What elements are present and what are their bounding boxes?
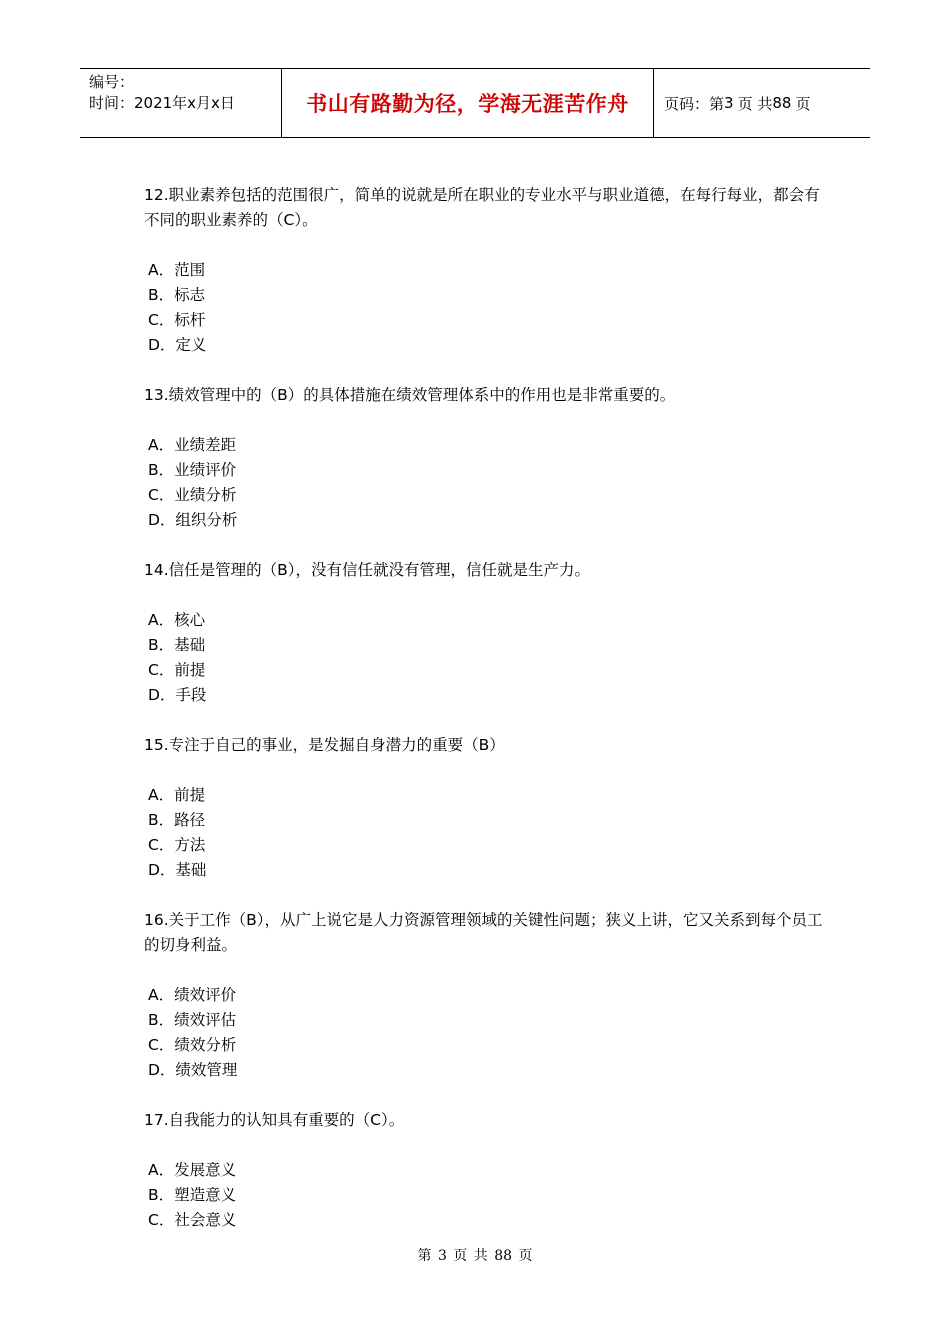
option-list (148, 608, 824, 708)
question-text: 13.绩效管理中的（B）的具体措施在绩效管理体系中的作用也是非常重要的。 (144, 386, 676, 404)
question-block (144, 558, 824, 708)
page-footer: 第 3 页 共 88 页 (417, 1248, 533, 1264)
option-item: B．标志 (148, 286, 206, 304)
option-item: A．绩效评价 (148, 986, 237, 1004)
option-item: A．前提 (148, 786, 206, 804)
option-item: B．基础 (148, 636, 206, 654)
page-info-prefix: 页码：第 (664, 94, 725, 113)
option-item: D．定义 (148, 336, 207, 354)
question-list (144, 183, 824, 1258)
option-list (148, 783, 824, 883)
page-info-total: 88 (772, 94, 792, 112)
question-block (144, 183, 824, 358)
question-text: 12.职业素养包括的范围很广，简单的说就是所在职业的专业水平与职业道德，在每行每业，都会有不同的职业素养的（C）。 (144, 186, 820, 229)
option-item: C．方法 (148, 836, 206, 854)
option-list (148, 983, 824, 1083)
option-item: B．绩效评估 (148, 1011, 237, 1029)
question-text: 15.专注于自己的事业，是发掘自身潜力的重要（B） (144, 736, 505, 754)
header-meta (80, 69, 282, 137)
option-item: C．标杆 (148, 311, 206, 329)
option-item: D．绩效管理 (148, 1061, 238, 1079)
option-item: A．发展意义 (148, 1161, 237, 1179)
question-block (144, 1108, 824, 1233)
option-item: A．业绩差距 (148, 436, 237, 454)
page-info-middle: 页 共 (737, 94, 773, 113)
question-block (144, 383, 824, 533)
option-item: B．塑造意义 (148, 1186, 237, 1204)
page-header (80, 68, 870, 138)
question-text: 16.关于工作（B），从广上说它是人力资源管理领域的关键性问题；狭义上讲，它又关系到每个员工的切身利益。 (144, 911, 823, 954)
motto: 书山有路勤为径，学海无涯苦作舟 (306, 91, 629, 116)
question-text: 17.自我能力的认知具有重要的（C）。 (144, 1111, 405, 1129)
question-block (144, 908, 824, 1083)
option-item: C．前提 (148, 661, 206, 679)
option-item: A．核心 (148, 611, 206, 629)
option-list (148, 1158, 824, 1233)
time-label: 时间：2021年x月x日 (89, 94, 235, 112)
option-list (148, 258, 824, 358)
option-item: D．组织分析 (148, 511, 238, 529)
option-item: B．业绩评价 (148, 461, 237, 479)
page-info-current: 3 (724, 94, 734, 112)
number-label: 编号： (89, 73, 135, 91)
option-item: A．范围 (148, 261, 206, 279)
page-info-suffix: 页 (795, 94, 811, 113)
question-text: 14.信任是管理的（B），没有信任就没有管理，信任就是生产力。 (144, 561, 591, 579)
option-list (148, 433, 824, 533)
option-item: C．社会意义 (148, 1211, 237, 1229)
option-item: B．路径 (148, 811, 206, 829)
option-item: D．手段 (148, 686, 207, 704)
header-motto-cell (282, 69, 654, 137)
header-page-info (654, 69, 870, 137)
option-item: C．业绩分析 (148, 486, 237, 504)
option-item: D．基础 (148, 861, 207, 879)
option-item: C．绩效分析 (148, 1036, 237, 1054)
question-block (144, 733, 824, 883)
